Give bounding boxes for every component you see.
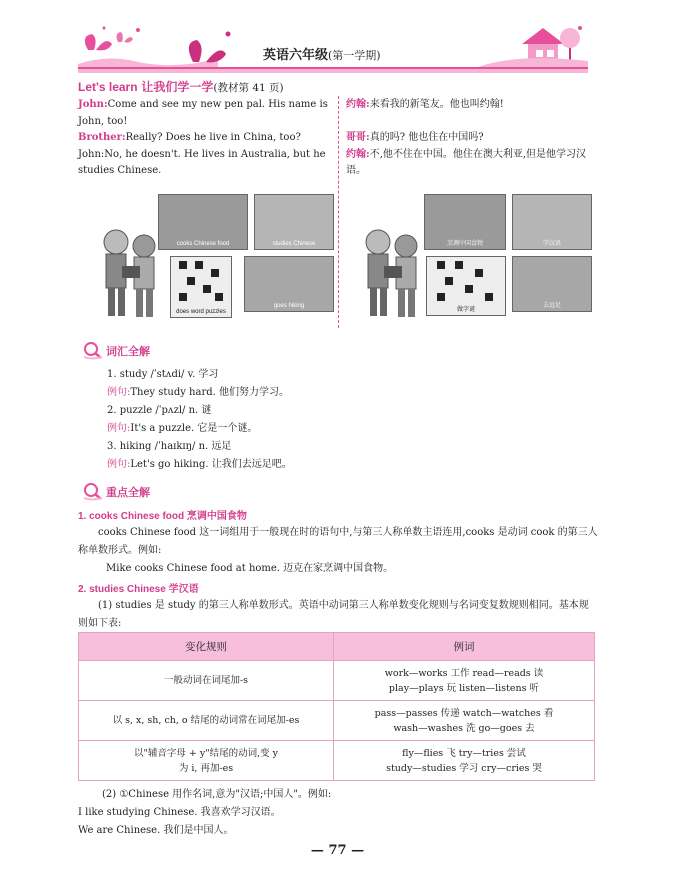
photo-goes-hiking: 去远足 — [512, 256, 592, 312]
photo-cooks-chinese-food: cooks Chinese food — [158, 194, 248, 250]
dialogue-line: Brother:Really? Does he live in China, too? — [78, 132, 301, 143]
illustration-chinese — [358, 192, 598, 322]
dialogue-line: John:Come and see my new pen pal. His name is John, too! — [78, 99, 328, 127]
photo-cooks-chinese-food: 烹调中国食物 — [424, 194, 506, 250]
page-header — [78, 20, 588, 70]
vocab-example: 例句:It's a puzzle. 它是一个谜。 — [107, 423, 258, 434]
illustration-english — [96, 192, 336, 322]
vocab-item: 3. hiking /ˈhaɪkɪŋ/ n. 远足 — [107, 441, 232, 452]
dialogue-english — [78, 97, 336, 180]
rule-cell: 以"辅音字母 + y"结尾的动词,变 y 为 i, 再加-es — [79, 741, 334, 781]
table-row — [79, 701, 595, 741]
crossword-grid-icon — [171, 257, 232, 309]
crossword-grid-icon — [427, 257, 506, 305]
conjugation-rules-table — [78, 632, 595, 781]
key-point-1-title: 1. cooks Chinese food 烹调中国食物 — [78, 511, 247, 522]
magnifier-icon — [82, 340, 104, 360]
vocab-list — [107, 366, 292, 474]
table-header-row — [79, 633, 595, 661]
table-header-examples: 例词 — [334, 633, 595, 661]
photo-studies-chinese: studies Chinese — [254, 194, 334, 250]
dialogue-line: 约翰:不,他不住在中国。他住在澳大利亚,但是他学习汉语。 — [346, 148, 587, 176]
header-rule — [78, 67, 588, 73]
photo-word-puzzle: does word puzzles — [170, 256, 232, 318]
vocab-example: 例句:Let's go hiking. 让我们去远足吧。 — [107, 459, 292, 470]
vocab-item: 2. puzzle /ˈpʌzl/ n. 谜 — [107, 405, 212, 416]
vocab-item: 1. study /ˈstʌdi/ v. 学习 — [107, 369, 219, 380]
table-row — [79, 661, 595, 701]
vocab-heading: 词汇全解 — [82, 340, 202, 360]
examples-cell: pass—passes 传递 watch—watches 看 wash—washes 洗 go—goes 去 — [334, 701, 595, 741]
dialogue-line: 哥哥:真的吗? 他也住在中国吗? — [346, 132, 484, 143]
column-divider — [338, 96, 339, 328]
examples-cell: work—works 工作 read—reads 读 play—plays 玩 listen—listens 听 — [334, 661, 595, 701]
photo-studies-chinese: 学汉语 — [512, 194, 592, 250]
key-points-heading: 重点全解 — [82, 481, 202, 501]
magnifier-icon — [82, 481, 104, 501]
key-point-1-text: cooks Chinese food 这一词组用于一般现在时的语句中,与第三人称单数主语连用,cooks 是动词 cook 的第三人称单数形式。例如: — [78, 527, 598, 556]
dialogue-line: John:No, he doesn't. He lives in Australia, but he studies Chinese. — [78, 148, 326, 176]
key-point-1-example: Mike cooks Chinese food at home. 迈克在家烹调中国食物。 — [106, 563, 394, 574]
key-point-2-title: 2. studies Chinese 学汉语 — [78, 584, 199, 595]
page-number: — 77 — — [310, 843, 365, 858]
book-title: 英语六年级(第一学期) — [263, 48, 381, 63]
dialogue-line: 约翰:来看我的新笔友。他也叫约翰! — [346, 99, 504, 110]
table-header-rule: 变化规则 — [79, 633, 334, 661]
photo-word-puzzle: 做字谜 — [426, 256, 506, 316]
vocab-example: 例句:They study hard. 他们努力学习。 — [107, 387, 289, 398]
boys-figure — [96, 222, 164, 322]
section-title-lets-learn: Let's learn 让我们学一学(教材第 41 页) — [78, 80, 284, 94]
after-table-line-2: I like studying Chinese. 我喜欢学习汉语。 — [78, 807, 281, 818]
rule-cell: 以 s, x, sh, ch, o 结尾的动词常在词尾加-es — [79, 701, 334, 741]
photo-goes-hiking: goes hiking — [244, 256, 334, 312]
rule-cell: 一般动词在词尾加-s — [79, 661, 334, 701]
after-table-line-3: We are Chinese. 我们是中国人。 — [78, 825, 234, 836]
examples-cell: fly—flies 飞 try—tries 尝试 study—studies 学习 cry—cries 哭 — [334, 741, 595, 781]
after-table-line-1: (2) ①Chinese 用作名词,意为"汉语;中国人"。例如: — [102, 789, 332, 800]
table-row — [79, 741, 595, 781]
dialogue-chinese — [346, 97, 596, 180]
boys-figure — [358, 222, 426, 322]
key-point-2-text: (1) studies 是 study 的第三人称单数形式。英语中动词第三人称单数变化规则与名词变复数规则相同。基本规则如下表: — [78, 600, 589, 629]
